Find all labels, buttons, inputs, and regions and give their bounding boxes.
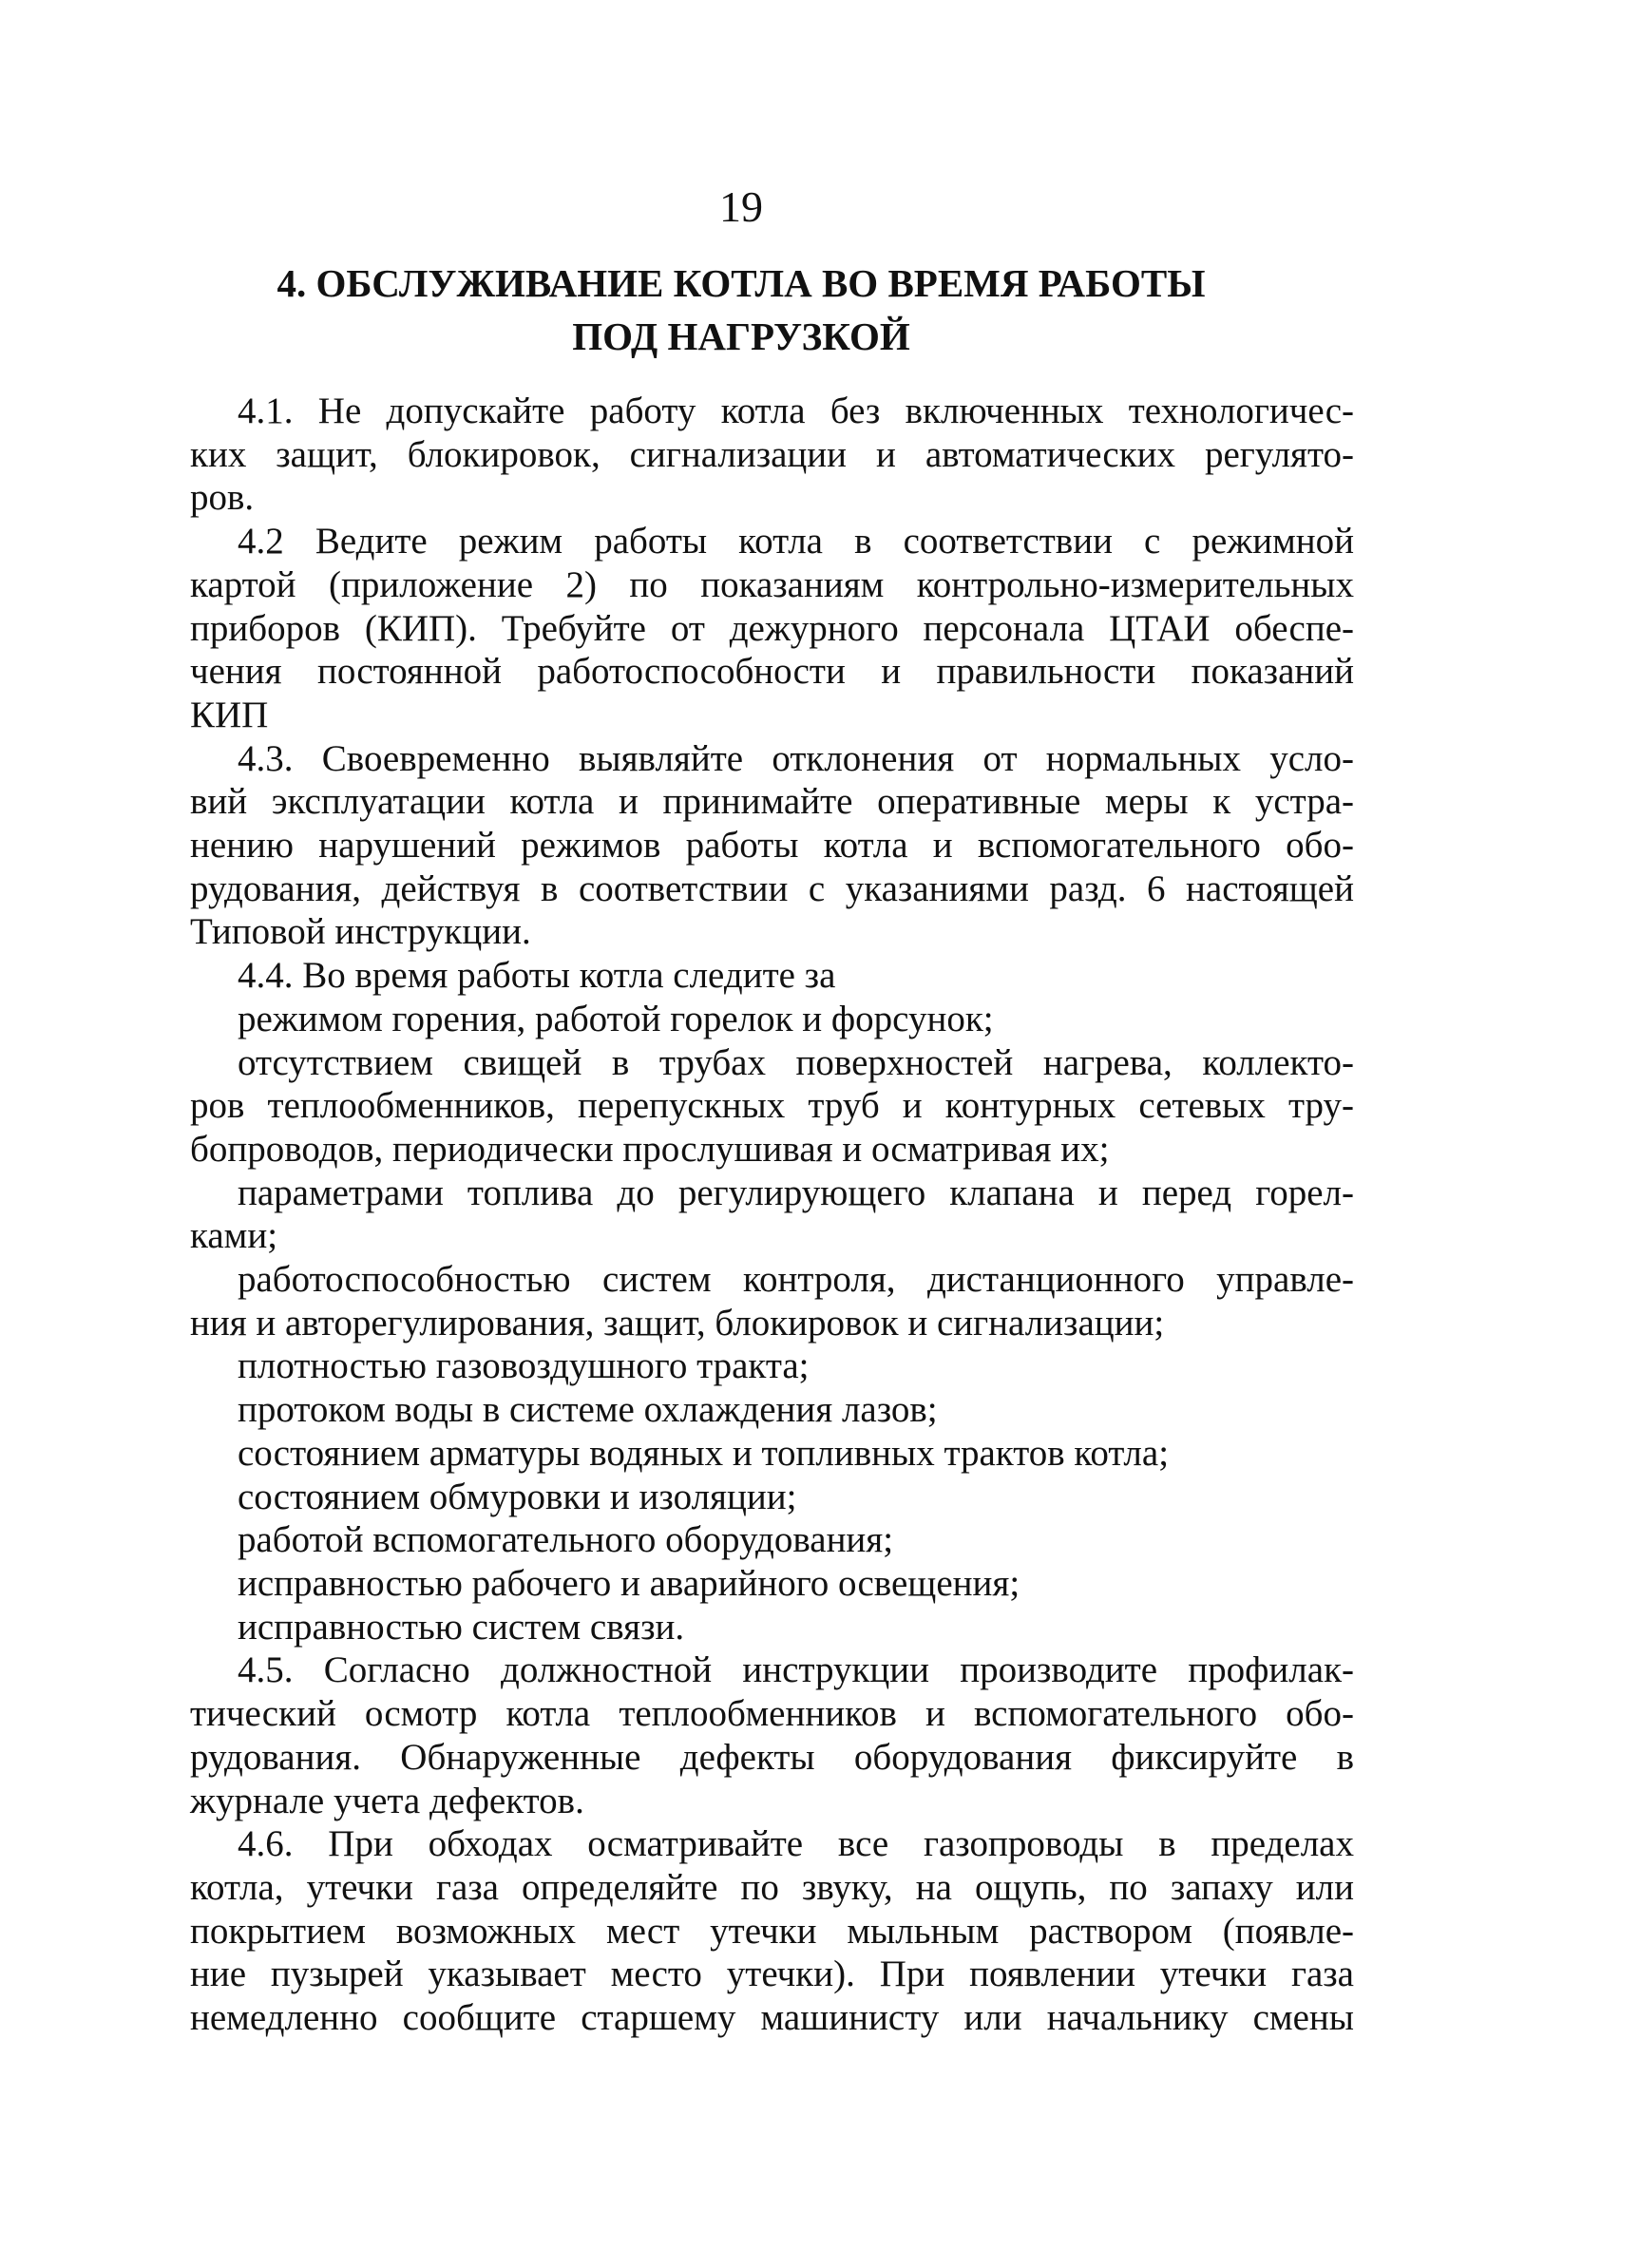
list-item-fistulas <box>190 1041 1354 1172</box>
text-line: нению нарушений режимов работы котла и вспомогательного обо- <box>190 825 1354 867</box>
text-line: работой вспомогательного оборудования; <box>238 1519 894 1561</box>
list-item-combustion <box>190 998 1354 1041</box>
text-line: немедленно сообщите старшему машинисту или начальнику смены <box>190 1997 1354 2039</box>
text-line: 4.2 Ведите режим работы котла в соответствии с режимной <box>238 521 1354 562</box>
page-number: 19 <box>719 182 763 231</box>
list-item-lighting <box>190 1562 1354 1606</box>
text-line: рудования. Обнаруженные дефекты оборудования фиксируйте в <box>190 1736 1354 1778</box>
text-line: ров теплообменников, перепускных труб и контурных сетевых тру- <box>190 1085 1354 1127</box>
text-line: рудования, действуя в соответствии с указаниями разд. 6 настоящей <box>190 867 1354 909</box>
text-line: журнале учета дефектов. <box>190 1780 584 1821</box>
text-line: режимом горения, работой горелок и форсунок; <box>238 998 994 1039</box>
text-line: ками; <box>190 1215 278 1257</box>
text-line: 4.1. Не допускайте работу котла без включенных технологичес- <box>238 391 1354 431</box>
text-line: 4.5. Согласно должностной инструкции производите профилак- <box>238 1649 1354 1691</box>
paragraph-4-3 <box>190 737 1354 955</box>
body-text <box>190 390 1354 2040</box>
text-line: вий эксплуатации котла и принимайте оперативные меры к устра- <box>190 781 1354 823</box>
section-heading <box>143 257 1340 363</box>
text-line: картой (приложение 2) по показаниям контрольно-измерительных <box>190 563 1354 605</box>
text-line: ние пузырей указывает место утечки). При появлении утечки газа <box>190 1954 1354 1995</box>
text-line: плотностью газовоздушного тракта; <box>238 1345 810 1387</box>
paragraph-4-4 <box>190 954 1354 998</box>
section-heading-line-1: 4. ОБСЛУЖИВАНИЕ КОТЛА ВО ВРЕМЯ РАБОТЫ <box>277 261 1206 305</box>
paragraph-4-2 <box>190 520 1354 737</box>
text-line: ров. <box>190 477 255 519</box>
text-line: исправностью рабочего и аварийного освещения; <box>238 1562 1020 1604</box>
text-line: ния и авторегулирования, защит, блокировок и сигнализации; <box>190 1302 1165 1344</box>
section-heading-line-2: ПОД НАГРУЗКОЙ <box>572 314 910 358</box>
list-item-lining <box>190 1476 1354 1519</box>
list-item-fittings <box>190 1432 1354 1476</box>
text-line: бопроводов, периодически прослушивая и осматривая их; <box>190 1128 1110 1170</box>
list-item-water-flow <box>190 1388 1354 1432</box>
text-line: 4.6. При обходах осматривайте все газопроводы в пределах <box>238 1823 1354 1865</box>
text-line: покрытием возможных мест утечки мыльным раствором (появле- <box>190 1910 1354 1952</box>
text-line: тический осмотр котла теплообменников и вспомогательного обо- <box>190 1693 1354 1735</box>
list-item-fuel-parameters <box>190 1172 1354 1258</box>
paragraph-4-6 <box>190 1822 1354 2040</box>
text-line: 4.4. Во время работы котла следите за <box>238 955 836 997</box>
list-item-communication <box>190 1606 1354 1649</box>
text-line: протоком воды в системе охлаждения лазов; <box>238 1389 938 1431</box>
text-line: КИП <box>190 694 269 735</box>
text-line: Типовой инструкции. <box>190 911 531 953</box>
text-line: приборов (КИП). Требуйте от дежурного персонала ЦТАИ обеспе- <box>190 607 1354 649</box>
text-line: состоянием арматуры водяных и топливных трактов котла; <box>238 1432 1170 1474</box>
list-item-auxiliary-equipment <box>190 1518 1354 1562</box>
text-line: исправностью систем связи. <box>238 1606 685 1648</box>
text-line: параметрами топлива до регулирующего клапана и перед горел- <box>238 1172 1354 1213</box>
text-line: работоспособностью систем контроля, дистанционного управле- <box>238 1259 1354 1301</box>
text-line: ких защит, блокировок, сигнализации и автоматических регулято- <box>190 433 1354 475</box>
text-line: 4.3. Своевременно выявляйте отклонения от нормальных усло- <box>238 737 1354 779</box>
paragraph-4-5 <box>190 1649 1354 1822</box>
text-line: состоянием обмуровки и изоляции; <box>238 1476 797 1517</box>
list-item-control-systems <box>190 1258 1354 1344</box>
paragraph-4-1 <box>190 390 1354 520</box>
list-item-gas-air-tract <box>190 1344 1354 1388</box>
text-line: отсутствием свищей в трубах поверхностей нагрева, коллекто- <box>238 1041 1354 1083</box>
text-line: чения постоянной работоспособности и правильности показаний <box>190 651 1354 693</box>
text-line: котла, утечки газа определяйте по звуку, на ощупь, по запаху или <box>190 1866 1354 1908</box>
